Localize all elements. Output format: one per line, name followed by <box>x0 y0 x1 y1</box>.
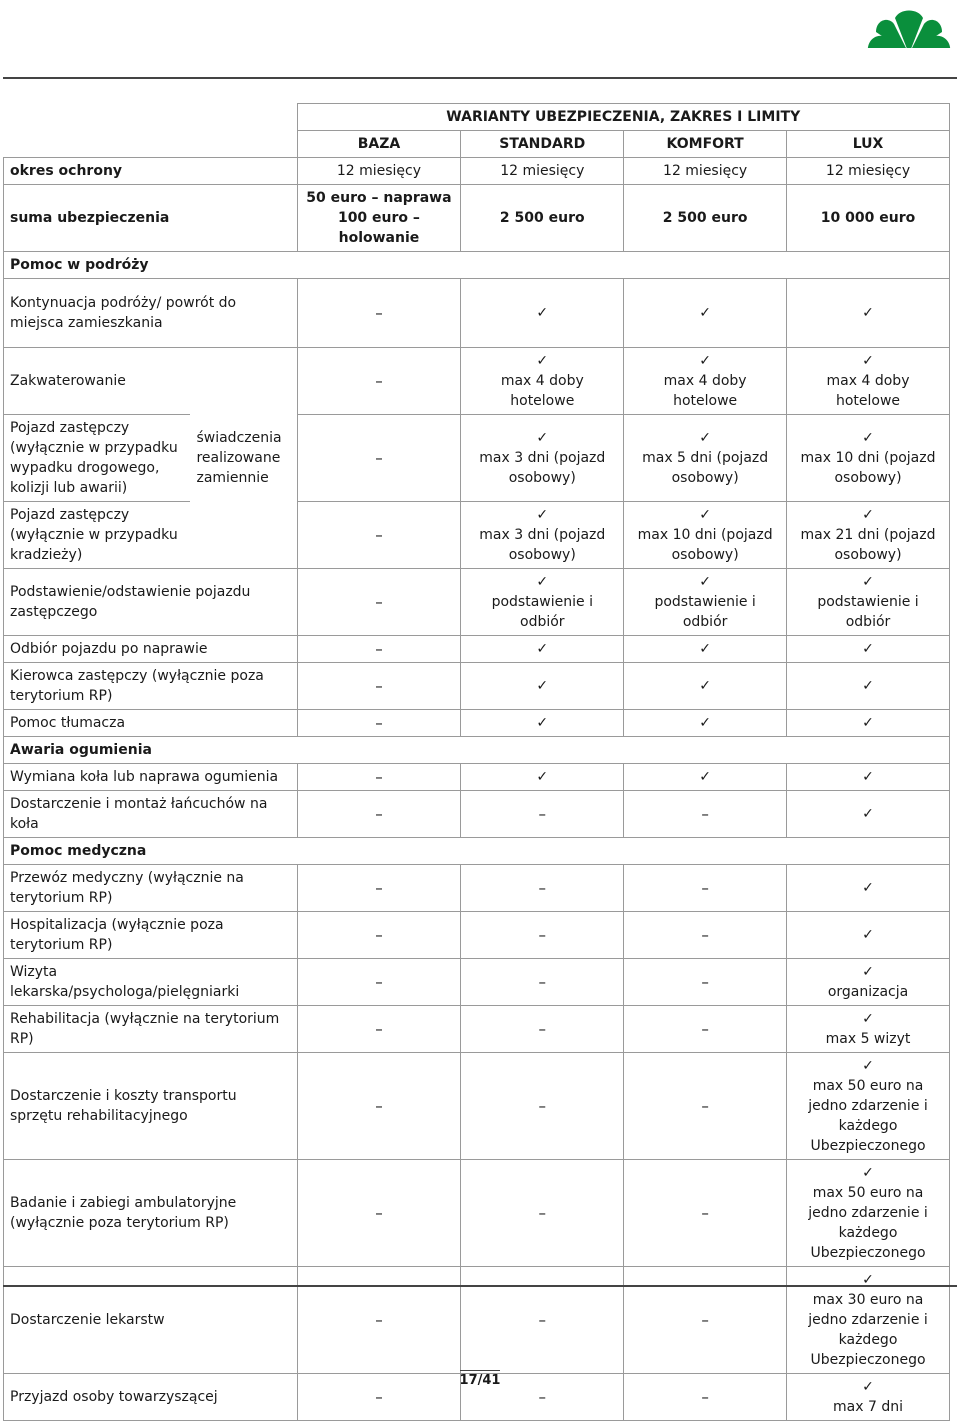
komfort-delivery-check: ✓ <box>699 574 711 590</box>
lux-equipment-value: max 50 euro na jedno zdarzenie i każdego Ubezpieczonego <box>808 1078 928 1154</box>
row-translator <box>4 710 950 737</box>
baza-driver: – <box>297 663 461 710</box>
lux-translator: ✓ <box>787 710 950 737</box>
komfort-delivery <box>624 569 787 636</box>
lux-ambulatory-value: max 50 euro na jedno zdarzenie i każdego Ubezpieczonego <box>808 1185 928 1261</box>
label-ambulatory: Badanie i zabiegi ambulatoryjne (wyłącznie poza terytorium RP) <box>4 1160 298 1267</box>
baza-continuation: – <box>297 279 461 348</box>
company-logo <box>864 4 954 56</box>
lux-lodging <box>787 348 950 415</box>
komfort-lodging <box>624 348 787 415</box>
standard-car-accident <box>461 415 624 502</box>
baza-medicines: – <box>297 1267 461 1374</box>
row-chains <box>4 791 950 838</box>
lux-ambulatory-check: ✓ <box>862 1165 874 1181</box>
label-pickup: Odbiór pojazdu po naprawie <box>4 636 298 663</box>
period-lux: 12 miesięcy <box>787 158 950 185</box>
lux-delivery <box>787 569 950 636</box>
lux-wheel: ✓ <box>787 764 950 791</box>
komfort-car-theft-check: ✓ <box>699 507 711 523</box>
lux-lodging-value: max 4 doby hotelowe <box>826 373 910 409</box>
row-pickup <box>4 636 950 663</box>
row-continuation <box>4 279 950 348</box>
lux-delivery-value: podstawienie i odbiór <box>817 594 919 630</box>
bottom-rule <box>3 1285 957 1287</box>
variant-lux: LUX <box>787 131 950 158</box>
baza-visit: – <box>297 959 461 1006</box>
lux-hospital: ✓ <box>787 912 950 959</box>
label-wheel: Wymiana koła lub naprawa ogumienia <box>4 764 298 791</box>
row-lodging <box>4 348 950 415</box>
lux-equipment <box>787 1053 950 1160</box>
variant-komfort: KOMFORT <box>624 131 787 158</box>
komfort-lodging-check: ✓ <box>699 353 711 369</box>
label-continuation: Kontynuacja podróży/ powrót do miejsca zamieszkania <box>4 279 298 348</box>
komfort-rehab: – <box>624 1006 787 1053</box>
lux-equipment-check: ✓ <box>862 1058 874 1074</box>
lux-companion-value: max 7 dni <box>833 1399 903 1415</box>
top-rule <box>3 77 957 79</box>
baza-car-accident: – <box>297 415 461 502</box>
variants-title: WARIANTY UBEZPIECZENIA, ZAKRES I LIMITY <box>297 104 949 131</box>
komfort-hospital: – <box>624 912 787 959</box>
page-number <box>0 1370 960 1388</box>
standard-transport: – <box>461 865 624 912</box>
komfort-car-accident <box>624 415 787 502</box>
standard-lodging <box>461 348 624 415</box>
label-driver: Kierowca zastępczy (wyłącznie poza terytorium RP) <box>4 663 298 710</box>
standard-car-theft-value: max 3 dni (pojazd osobowy) <box>479 527 606 563</box>
row-car-theft <box>4 502 950 569</box>
section-travel-label: Pomoc w podróży <box>4 252 950 279</box>
baza-rehab: – <box>297 1006 461 1053</box>
standard-car-theft-check: ✓ <box>536 507 549 523</box>
lux-companion-check: ✓ <box>862 1379 874 1395</box>
baza-transport: – <box>297 865 461 912</box>
lux-transport: ✓ <box>787 865 950 912</box>
standard-pickup: ✓ <box>461 636 624 663</box>
variant-standard: STANDARD <box>461 131 624 158</box>
lux-car-theft-check: ✓ <box>862 507 874 523</box>
label-car-theft: Pojazd zastępczy (wyłącznie w przypadku kradzieży) <box>4 502 191 569</box>
komfort-driver: ✓ <box>624 663 787 710</box>
section-medical-label: Pomoc medyczna <box>4 838 950 865</box>
period-standard: 12 miesięcy <box>461 158 624 185</box>
standard-delivery-check: ✓ <box>536 574 549 590</box>
period-komfort: 12 miesięcy <box>624 158 787 185</box>
standard-chains: – <box>461 791 624 838</box>
row-equipment <box>4 1053 950 1160</box>
row-driver <box>4 663 950 710</box>
standard-medicines: – <box>461 1267 624 1374</box>
row-rehab <box>4 1006 950 1053</box>
title-row <box>4 104 950 131</box>
lux-driver: ✓ <box>787 663 950 710</box>
komfort-car-accident-value: max 5 dni (pojazd osobowy) <box>642 450 769 486</box>
label-rehab: Rehabilitacja (wyłącznie na terytorium RP) <box>4 1006 298 1053</box>
baza-car-theft: – <box>297 502 461 569</box>
baza-hospital: – <box>297 912 461 959</box>
standard-wheel: ✓ <box>461 764 624 791</box>
standard-car-accident-value: max 3 dni (pojazd osobowy) <box>479 450 606 486</box>
komfort-visit: – <box>624 959 787 1006</box>
row-delivery <box>4 569 950 636</box>
lux-car-accident-value: max 10 dni (pojazd osobowy) <box>800 450 936 486</box>
page-number-text: 17/41 <box>460 1370 501 1388</box>
sum-row <box>4 185 950 252</box>
komfort-equipment: – <box>624 1053 787 1160</box>
komfort-translator: ✓ <box>624 710 787 737</box>
lux-continuation: ✓ <box>787 279 950 348</box>
baza-lodging: – <box>297 348 461 415</box>
sum-baza <box>297 185 461 252</box>
sum-standard: 2 500 euro <box>461 185 624 252</box>
row-ambulatory <box>4 1160 950 1267</box>
baza-chains: – <box>297 791 461 838</box>
section-tyres <box>4 737 950 764</box>
lux-ambulatory <box>787 1160 950 1267</box>
label-translator: Pomoc tłumacza <box>4 710 298 737</box>
lux-medicines-value: max 30 euro na jedno zdarzenie i każdego Ubezpieczonego <box>808 1292 928 1368</box>
label-visit: Wizyta lekarska/psychologa/pielęgniarki <box>4 959 298 1006</box>
variants-row <box>4 131 950 158</box>
standard-car-accident-check: ✓ <box>536 430 549 446</box>
section-travel <box>4 252 950 279</box>
komfort-delivery-value: podstawienie i odbiór <box>654 594 756 630</box>
label-delivery: Podstawienie/odstawienie pojazdu zastępczego <box>4 569 298 636</box>
baza-delivery: – <box>297 569 461 636</box>
standard-equipment: – <box>461 1053 624 1160</box>
label-companion: Przyjazd osoby towarzyszącej <box>4 1374 298 1421</box>
period-label: okres ochrony <box>4 158 298 185</box>
komfort-companion: – <box>624 1374 787 1421</box>
komfort-wheel: ✓ <box>624 764 787 791</box>
lux-rehab-value: max 5 wizyt <box>825 1031 911 1047</box>
row-medicines <box>4 1267 950 1374</box>
baza-companion: – <box>297 1374 461 1421</box>
lux-pickup: ✓ <box>787 636 950 663</box>
label-equipment: Dostarczenie i koszty transportu sprzętu rehabilitacyjnego <box>4 1053 298 1160</box>
standard-delivery-value: podstawienie i odbiór <box>491 594 593 630</box>
standard-translator: ✓ <box>461 710 624 737</box>
baza-equipment: – <box>297 1053 461 1160</box>
lux-lodging-check: ✓ <box>862 353 874 369</box>
standard-ambulatory: – <box>461 1160 624 1267</box>
komfort-continuation: ✓ <box>624 279 787 348</box>
komfort-medicines: – <box>624 1267 787 1374</box>
lux-visit <box>787 959 950 1006</box>
komfort-transport: – <box>624 865 787 912</box>
standard-driver: ✓ <box>461 663 624 710</box>
label-chains: Dostarczenie i montaż łańcuchów na koła <box>4 791 298 838</box>
standard-delivery <box>461 569 624 636</box>
komfort-car-accident-check: ✓ <box>699 430 711 446</box>
sum-lux: 10 000 euro <box>787 185 950 252</box>
lux-medicines <box>787 1267 950 1374</box>
period-baza: 12 miesięcy <box>297 158 461 185</box>
sum-baza-repair: 50 euro – naprawa <box>306 190 452 206</box>
row-wheel <box>4 764 950 791</box>
lux-car-theft-value: max 21 dni (pojazd osobowy) <box>800 527 936 563</box>
coverage-table <box>3 103 950 1421</box>
lux-medicines-check: ✓ <box>862 1272 874 1288</box>
row-visit <box>4 959 950 1006</box>
baza-wheel: – <box>297 764 461 791</box>
label-medicines: Dostarczenie lekarstw <box>4 1267 298 1374</box>
label-transport: Przewóz medyczny (wyłącznie na terytorium RP) <box>4 865 298 912</box>
komfort-ambulatory: – <box>624 1160 787 1267</box>
baza-translator: – <box>297 710 461 737</box>
standard-lodging-check: ✓ <box>536 353 549 369</box>
lux-delivery-check: ✓ <box>862 574 874 590</box>
section-tyres-label: Awaria ogumienia <box>4 737 950 764</box>
standard-hospital: – <box>461 912 624 959</box>
label-hospital: Hospitalizacja (wyłącznie poza terytorium RP) <box>4 912 298 959</box>
komfort-lodging-value: max 4 doby hotelowe <box>663 373 747 409</box>
lux-visit-check: ✓ <box>862 964 874 980</box>
label-lodging: Zakwaterowanie <box>4 348 191 415</box>
lux-car-theft <box>787 502 950 569</box>
row-hospital <box>4 912 950 959</box>
standard-rehab: – <box>461 1006 624 1053</box>
standard-continuation: ✓ <box>461 279 624 348</box>
lux-visit-value: organizacja <box>827 984 909 1000</box>
komfort-chains: – <box>624 791 787 838</box>
section-medical <box>4 838 950 865</box>
row-transport <box>4 865 950 912</box>
komfort-car-theft-value: max 10 dni (pojazd osobowy) <box>637 527 773 563</box>
lux-car-accident-check: ✓ <box>862 430 874 446</box>
side-note: świadczenia realizowane zamiennie <box>190 348 297 569</box>
lux-car-accident <box>787 415 950 502</box>
variant-baza: BAZA <box>297 131 461 158</box>
standard-lodging-value: max 4 doby hotelowe <box>500 373 584 409</box>
lux-rehab-check: ✓ <box>862 1011 874 1027</box>
standard-companion: – <box>461 1374 624 1421</box>
standard-visit: – <box>461 959 624 1006</box>
baza-pickup: – <box>297 636 461 663</box>
standard-car-theft <box>461 502 624 569</box>
baza-ambulatory: – <box>297 1160 461 1267</box>
label-car-accident: Pojazd zastępczy (wyłącznie w przypadku wypadku drogowego, kolizji lub awarii) <box>4 415 191 502</box>
sum-label: suma ubezpieczenia <box>4 185 298 252</box>
row-car-accident <box>4 415 950 502</box>
sum-baza-towing: 100 euro – holowanie <box>337 210 420 246</box>
period-row <box>4 158 950 185</box>
lux-rehab <box>787 1006 950 1053</box>
lux-chains: ✓ <box>787 791 950 838</box>
sum-komfort: 2 500 euro <box>624 185 787 252</box>
komfort-pickup: ✓ <box>624 636 787 663</box>
komfort-car-theft <box>624 502 787 569</box>
